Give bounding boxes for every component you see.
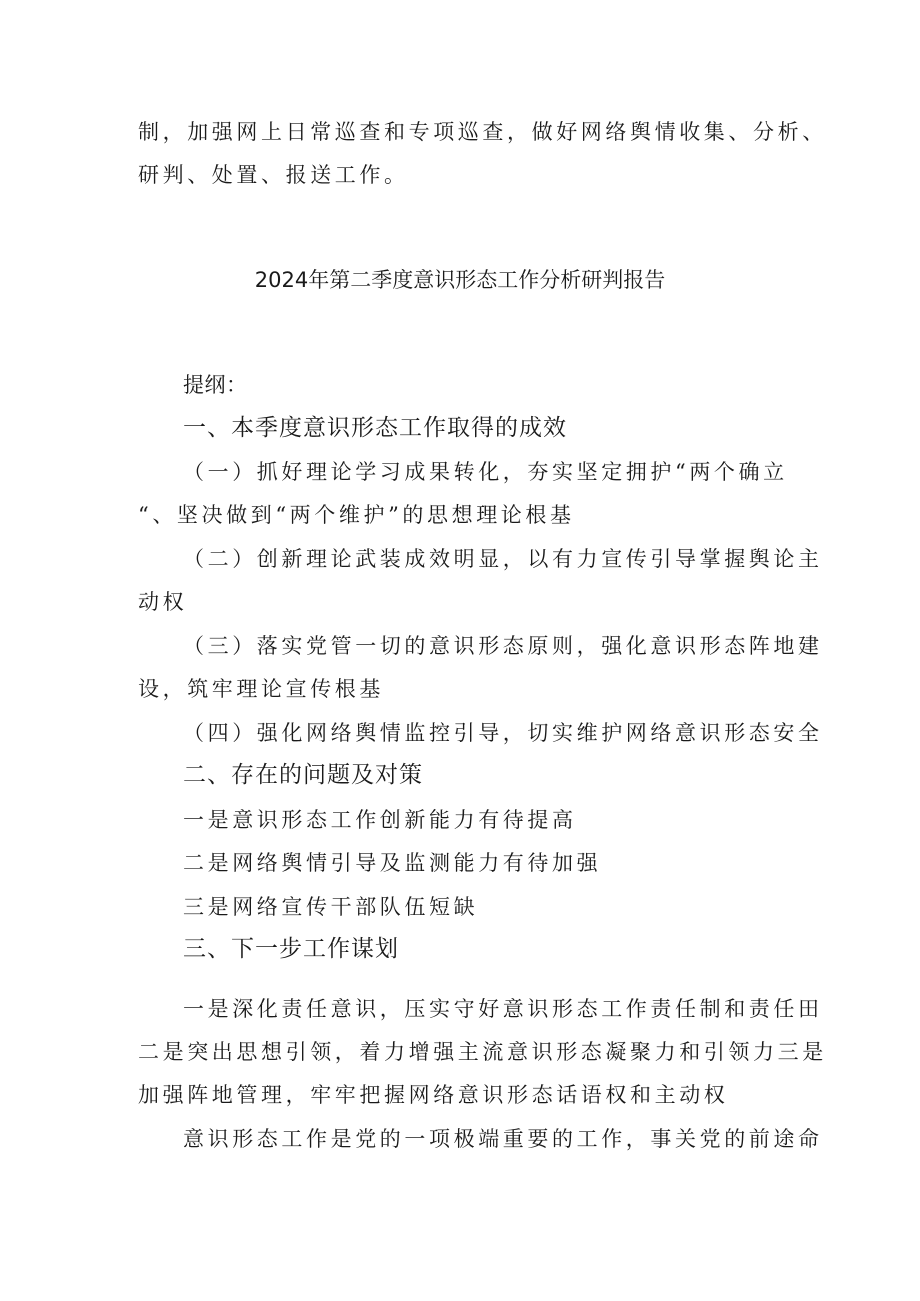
closing-paragraph-line-1: 意识形态工作是党的一项极端重要的工作，事关党的前途命: [183, 1127, 823, 1151]
document-title: 2024年第二季度意识形态工作分析研判报告: [254, 268, 666, 292]
section-1-item-3-line-1: （三）落实党管一切的意识形态原则，强化意识形态阵地建: [183, 634, 823, 658]
section-1-item-1-line-2: “、坚决做到“两个维护”的思想理论根基: [138, 503, 575, 527]
section-2-item-3: 三是网络宣传干部队伍短缺: [183, 895, 479, 919]
section-1-item-1-line-1: （一）抓好理论学习成果转化，夯实坚定拥护“两个确立: [183, 460, 788, 484]
section-1-heading: 一、本季度意识形态工作取得的成效: [183, 415, 567, 441]
carryover-line-2: 研判、处置、报送工作。: [138, 163, 409, 187]
section-3-heading: 三、下一步工作谋划: [183, 936, 399, 962]
section-1-item-2-line-1: （二）创新理论武装成效明显，以有力宣传引导掌握舆论主: [183, 547, 823, 571]
section-2-heading: 二、存在的问题及对策: [183, 762, 423, 788]
section-2-item-2: 二是网络舆情引导及监测能力有待加强: [183, 851, 602, 875]
section-1-item-2-line-2: 动权: [138, 590, 188, 614]
section-2-item-1: 一是意识形态工作创新能力有待提高: [183, 808, 577, 832]
section-1-item-4: （四）强化网络舆情监控引导，切实维护网络意识形态安全: [183, 721, 823, 745]
section-3-paragraph-line-1: 一是深化责任意识，压实守好意识形态工作责任制和责任田: [183, 997, 823, 1021]
carryover-line-1: 制，加强网上日常巡查和专项巡查，做好网络舆情收集、分析、: [138, 120, 827, 144]
section-3-paragraph-line-2: 二是突出思想引领，着力增强主流意识形态凝聚力和引领力三是: [138, 1040, 827, 1064]
section-1-item-3-line-2: 设，筑牢理论宣传根基: [138, 677, 384, 701]
section-3-paragraph-line-3: 加强阵地管理，牢牢把握网络意识形态话语权和主动权: [138, 1083, 729, 1107]
outline-label: 提纲：: [183, 373, 248, 397]
